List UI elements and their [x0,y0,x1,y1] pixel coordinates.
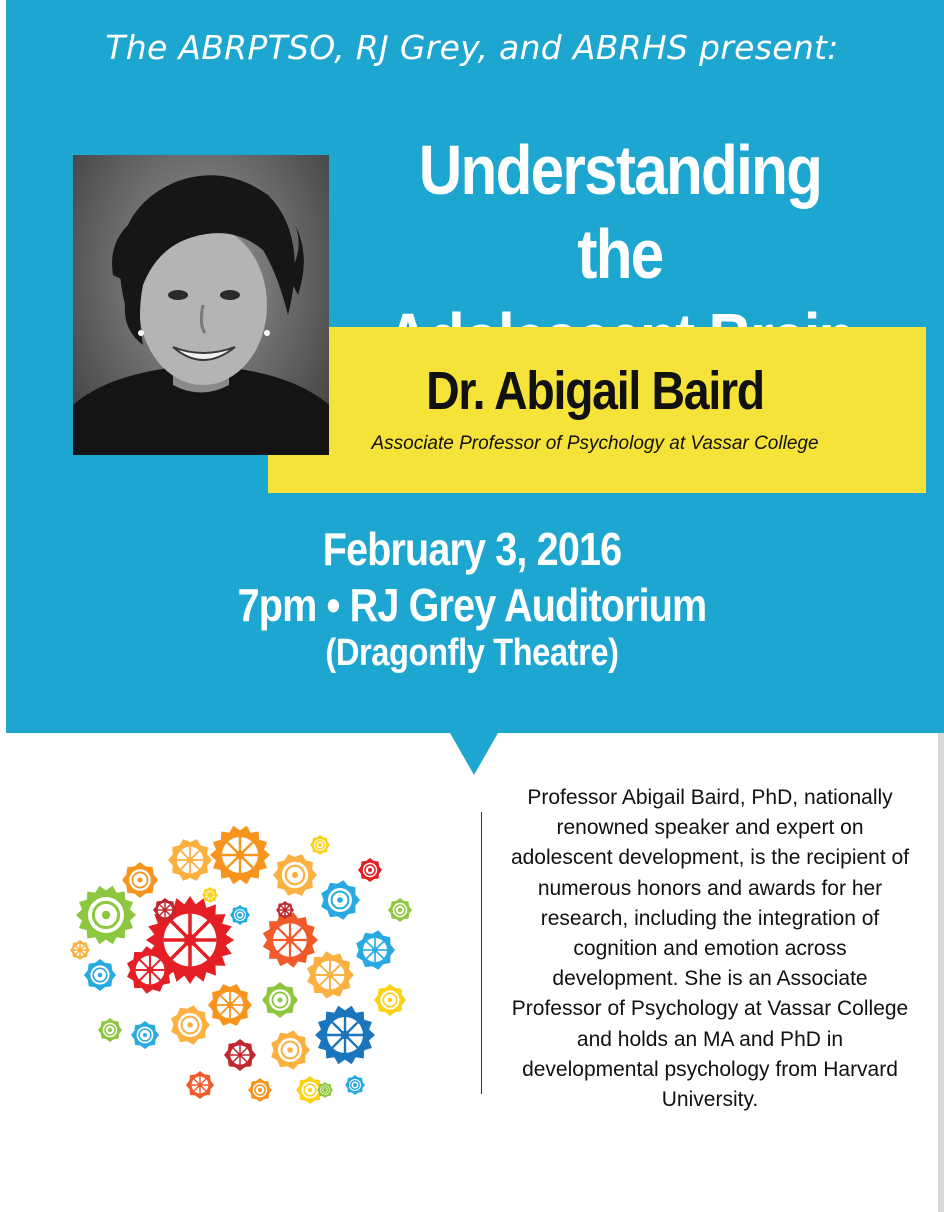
gear-icon [131,1021,159,1049]
gear-icon [168,839,212,881]
gear-icon [263,912,318,968]
presenters-line: The ABRPTSO, RJ Grey, and ABRHS present: [105,28,839,67]
speech-pointer [450,733,498,775]
gear-icon [210,826,270,884]
gear-icon [248,1078,272,1102]
column-divider [481,812,482,1094]
gear-icon [273,854,317,896]
gear-icon [186,1071,214,1099]
gear-icon [202,887,218,903]
speaker-affiliation: Associate Professor of Psychology at Vassar College [371,433,819,454]
gear-icon [98,1018,122,1042]
gear-icon [230,905,250,925]
speaker-portrait [73,155,329,455]
gear-icon [224,1039,256,1071]
gear-icon [345,1075,365,1095]
gear-icon [276,901,294,919]
gear-icon [153,898,177,922]
gear-icon [374,984,406,1016]
title-line-1: Understanding the [418,131,822,293]
gear-icon [84,959,116,991]
gear-icon [76,886,136,944]
gear-brain-icon [40,800,460,1120]
gear-icon [122,862,158,898]
gear-brain-graphic [40,800,460,1120]
speaker-bio: Professor Abigail Baird, PhD, nationally renowned speaker and expert on adolescent development, is the recipient of numerous honors and awards for her research, including the integration of cognition and emotion across development. She is an Associate Professor of Psychology at Vassar College and holds an MA and PhD in developmental psychology from Harvard University. [510,786,910,1112]
gear-icon [358,858,382,882]
speaker-name: Dr. Abigail Baird [426,361,764,421]
event-venue-detail: (Dragonfly Theatre) [325,632,619,674]
gear-icon [171,1005,210,1044]
event-time-location: 7pm • RJ Grey Auditorium [237,579,707,631]
gear-icon [356,930,395,969]
gear-icon [321,880,360,919]
gear-icon [262,982,298,1018]
gear-icon [315,1006,375,1064]
gear-icon [310,835,330,855]
gear-icon [317,1082,333,1098]
gear-icon [208,984,252,1026]
gear-icon [388,898,412,922]
event-date: February 3, 2016 [322,523,622,575]
gear-icon [70,940,90,960]
gear-icon [307,951,354,999]
gear-icon [271,1030,310,1069]
